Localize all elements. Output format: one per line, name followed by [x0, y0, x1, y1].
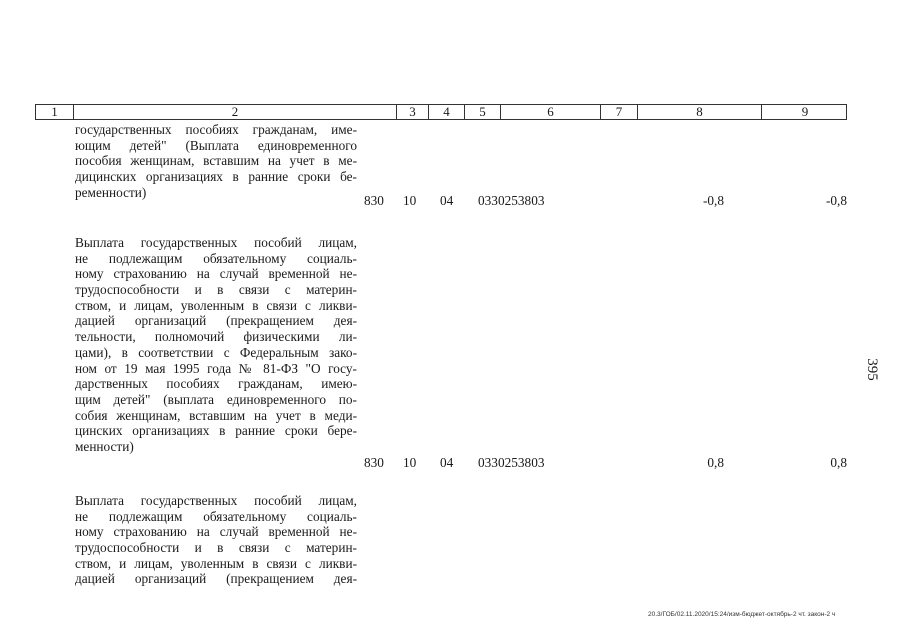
row-1-col-8: -0,8	[702, 193, 724, 208]
table-header-row	[35, 104, 847, 120]
page-number: 395	[863, 358, 880, 381]
row-1-line: пособия женщинам, вставшим на учет в ме-	[75, 153, 357, 169]
row-2-line: ному страхованию на случай временной не-	[75, 266, 357, 282]
row-3-line: трудоспособности и в связи с материн-	[75, 540, 357, 556]
row-2-line: щим детей" (выплата единовременного по-	[75, 391, 357, 407]
row-3-line: ному страхованию на случай временной не-	[75, 524, 357, 540]
row-1-line: дицинских организациях в ранние сроки бе-	[75, 169, 357, 185]
row-2-line: цами), в соответствии с Федеральным зако-	[75, 344, 357, 360]
row-1-description	[75, 122, 357, 200]
row-3-line: ством, и лицам, уволенным в связи с ликви-	[75, 555, 357, 571]
row-3-line: дацией организаций (прекращением дея-	[75, 571, 357, 587]
header-col-3: 3	[396, 105, 428, 119]
row-2-line: дарственных пособиях гражданам, имею-	[75, 376, 357, 392]
row-2-line: ством, и лицам, уволенным в связи с ликви-	[75, 297, 357, 313]
row-3-line: не подлежащим обязательному социаль-	[75, 508, 357, 524]
header-col-2: 2	[73, 105, 396, 119]
header-col-7: 7	[600, 105, 637, 119]
row-2-description	[75, 235, 357, 455]
row-3-description	[75, 493, 357, 587]
row-1-col-6: 0330253803	[478, 193, 545, 208]
row-2-line: не подлежащим обязательному социаль-	[75, 250, 357, 266]
row-2-line: собия женщинам, вставшим на учет в меди-	[75, 407, 357, 423]
row-1-col-4: 10	[403, 193, 417, 208]
row-1-line: государственных пособиях гражданам, име-	[75, 122, 357, 137]
row-2-col-6: 0330253803	[478, 455, 545, 470]
row-2-col-3: 830	[364, 455, 384, 470]
row-1-col-3: 830	[364, 193, 384, 208]
row-2-line: трудоспособности и в связи с материн-	[75, 282, 357, 298]
header-col-8: 8	[637, 105, 761, 119]
row-2-col-8: 0,8	[707, 455, 724, 470]
row-2-line: тельности, полномочий физическими ли-	[75, 329, 357, 345]
header-col-9: 9	[761, 105, 848, 119]
row-2-line: менности)	[75, 438, 134, 454]
header-col-4: 4	[428, 105, 464, 119]
row-1-line: ющим детей" (Выплата единовременного	[75, 137, 357, 153]
row-2-col-4: 10	[403, 455, 417, 470]
row-1-col-5: 04	[440, 193, 454, 208]
row-2-line: Выплата государственных пособий лицам,	[75, 235, 357, 250]
row-1-line: ременности)	[75, 184, 147, 200]
row-1-col-9: -0,8	[825, 193, 847, 208]
row-2-line: цинских организациях в ранние сроки бере-	[75, 423, 357, 439]
footer-stamp: 20.3/ГОБ/02.11.2020/15:24/изм-бюджет-октябрь-2 чт. закон-2 ч	[648, 611, 836, 618]
row-2-line: ном от 19 мая 1995 года № 81-ФЗ "О госу-	[75, 360, 357, 376]
row-2-col-9: 0,8	[830, 455, 847, 470]
header-col-1: 1	[51, 104, 58, 119]
header-col-6: 6	[500, 105, 600, 119]
row-3-line: Выплата государственных пособий лицам,	[75, 493, 357, 508]
row-2-col-5: 04	[440, 455, 454, 470]
header-col-5: 5	[464, 105, 500, 119]
row-2-line: дацией организаций (прекращением дея-	[75, 313, 357, 329]
